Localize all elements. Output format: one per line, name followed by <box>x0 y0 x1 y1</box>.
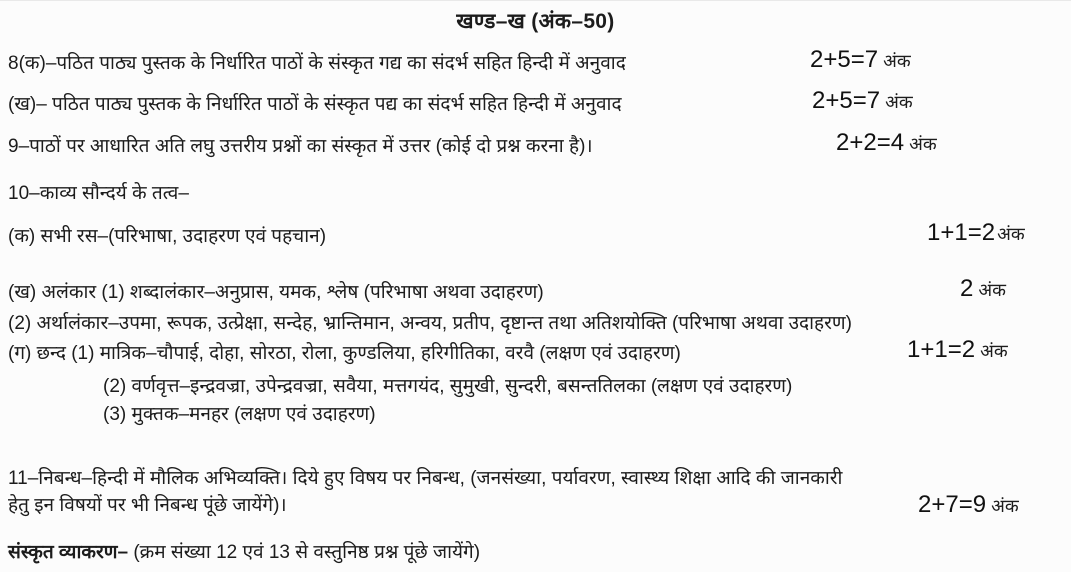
marks-unit: अंक <box>978 280 1006 300</box>
line-9-text: 9–पाठों पर आधारित अति लघु उत्तरीय प्रश्नों का संस्कृत में उत्तर (कोई दो प्रश्न करना है)। <box>8 136 593 157</box>
marks-value: 2 <box>960 275 974 302</box>
line-10kha-2 <box>0 309 1071 335</box>
line-12-heading: संस्कृत व्याकरण– <box>8 542 129 563</box>
marks-unit: अंक <box>997 224 1025 244</box>
line-10kha-2-text: (2) अर्थालंकार–उपमा, रूपक, उत्प्रेक्षा, सन्देह, भ्रान्तिमान, अन्वय, प्रतीप, दृष्टान्त तथा अतिशयोक्ति (परिभाषा अथवा उदाहरण) <box>8 313 852 334</box>
marks-unit: अंक <box>885 92 913 112</box>
marks-value: 2+5=7 <box>810 46 879 73</box>
line-9-marks <box>836 129 937 157</box>
marks-unit: अंक <box>909 134 937 154</box>
line-11-marks <box>918 491 1019 520</box>
marks-value: 1+1=2 <box>927 219 996 246</box>
line-10ga-text: (ग) छन्द (1) मात्रिक–चौपाई, दोहा, सोरठा, रोला, कुण्डलिया, हरिगीतिका, वरवै (लक्षण एवं उदाहरण) <box>8 343 681 364</box>
line-10ka-text: (क) सभी रस–(परिभाषा, उदाहरण एवं पहचान) <box>8 226 327 247</box>
line-10ga-3 <box>0 400 1071 426</box>
line-9 <box>0 129 1071 158</box>
line-10-text: 10–काव्य सौन्दर्य के तत्व– <box>8 183 189 204</box>
marks-value: 1+1=2 <box>907 336 976 363</box>
marks-unit: अंक <box>980 341 1008 361</box>
line-10kha-marks <box>960 275 1006 303</box>
line-12 <box>0 538 1071 564</box>
section-title: खण्ड–ख (अंक–50) <box>456 10 615 33</box>
line-10ka-marks <box>927 219 1025 247</box>
marks-value: 2+5=7 <box>812 87 881 114</box>
line-10ka <box>0 219 1071 248</box>
line-10ga-2-text: (2) वर्णवृत्त–इन्द्रवज्रा, उपेन्द्रवज्रा, सवैया, मत्तगयंद, सुमुखी, सुन्दरी, बसन्ततिलका (लक्षण एवं उदाहरण) <box>103 376 793 397</box>
line-10kha-text: (ख) अलंकार (1) शब्दालंकार–अनुप्रास, यमक, श्लेष (परिभाषा अथवा उदाहरण) <box>8 282 544 303</box>
line-10ga-3-text: (3) मुक्तक–मनहर (लक्षण एवं उदाहरण) <box>103 404 376 425</box>
marks-value: 2+7=9 <box>918 491 987 518</box>
line-8a-marks <box>810 46 911 74</box>
line-10ga <box>0 336 1071 365</box>
line-10 <box>0 179 1071 205</box>
line-10ga-2 <box>0 372 1071 398</box>
line-11-text-1: 11–निबन्ध–हिन्दी में मौलिक अभिव्यक्ति। दिये हुए विषय पर निबन्ध, (जनसंख्या, पर्यावरण, स्वास्थ्य शिक्षा आदि की जानकारी <box>8 468 843 489</box>
line-11-text-2: हेतु इन विषयों पर भी निबन्ध पूंछे जायेंगे)। <box>8 495 287 516</box>
line-10kha <box>0 275 1071 304</box>
line-8b-text: (ख)– पठित पाठ्य पुस्तक के निर्धारित पाठों के संस्कृत पद्य का संदर्भ सहित हिन्दी में अनुवाद <box>8 94 622 115</box>
marks-value: 2+2=4 <box>836 129 905 156</box>
marks-unit: अंक <box>883 51 911 71</box>
line-8a-text: 8(क)–पठित पाठ्य पुस्तक के निर्धारित पाठों के संस्कृत गद्य का संदर्भ सहित हिन्दी में अनुवाद <box>8 53 626 74</box>
line-10ga-marks <box>907 336 1008 364</box>
line-12-text: (क्रम संख्या 12 एवं 13 से वस्तुनिष्ठ प्रश्न पूंछे जायेंगे) <box>133 542 481 563</box>
line-8b-marks <box>812 87 913 115</box>
marks-unit: अंक <box>991 496 1019 516</box>
line-11 <box>0 465 1054 519</box>
line-8b <box>0 87 1071 116</box>
line-8a <box>0 46 1071 75</box>
